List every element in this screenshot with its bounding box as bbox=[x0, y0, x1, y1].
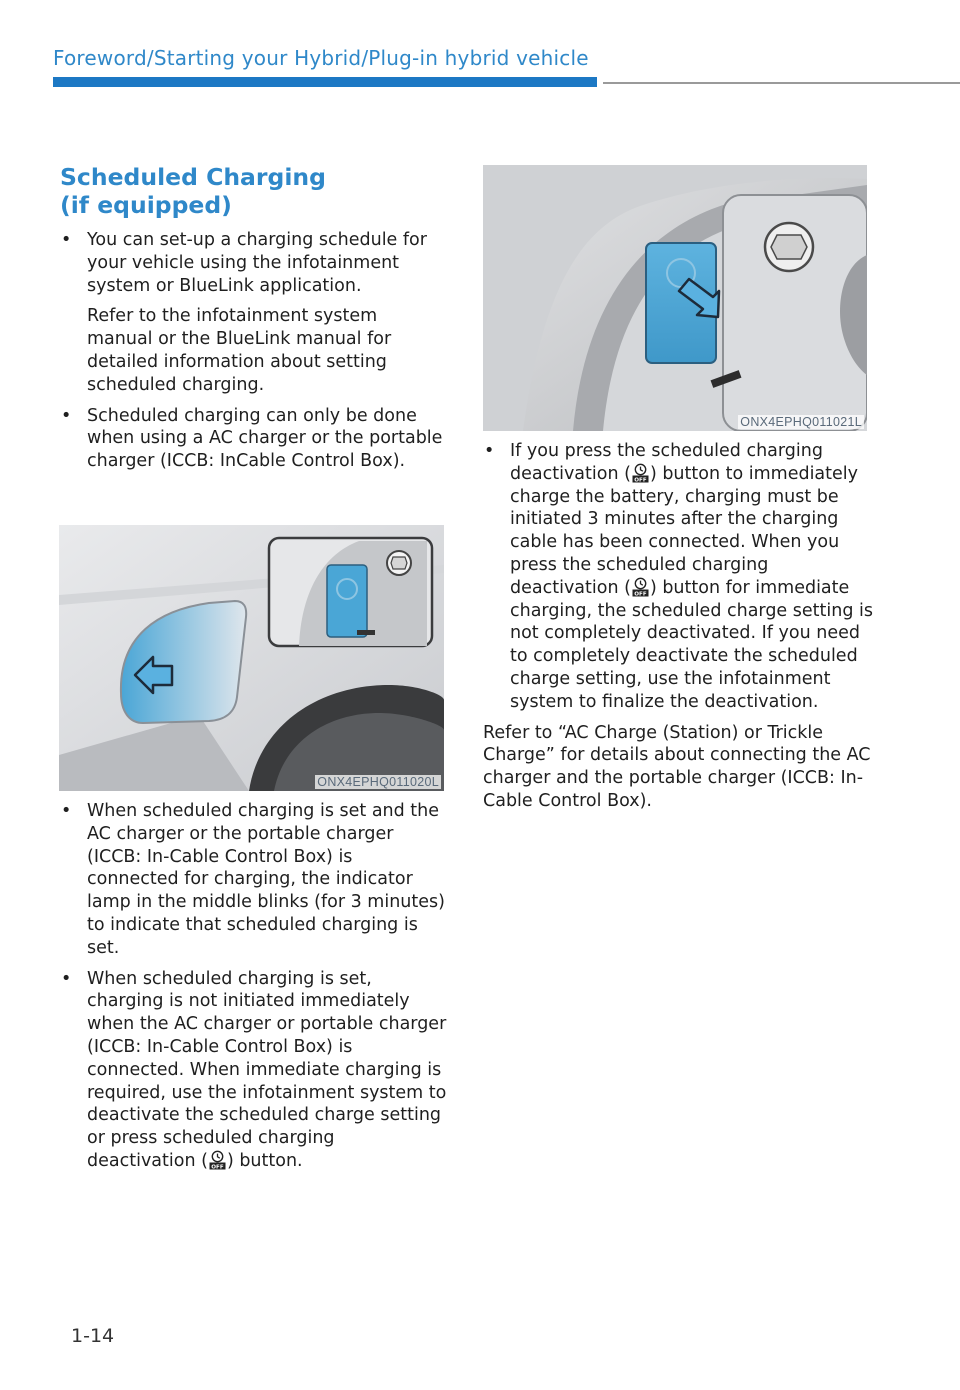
bullet-text: Refer to the infotainment system manual or the BlueLink manual for detailed information about setting scheduled charging. bbox=[87, 306, 392, 395]
figure-code: ONX4EPHQ011021L bbox=[740, 415, 862, 429]
bullet-text: • When scheduled charging is set, charging is not initiated immediately when the AC charger or portable charger (ICCB: In-Cable Control Box) is connected. When immediate charging is required, use the infotainment system to deactivate the scheduled charge setting or press scheduled charging deactivation ( ) button. bbox=[87, 968, 447, 1171]
figure-charging-button bbox=[483, 165, 867, 431]
reference-paragraph: Refer to “AC Charge (Station) or Trickle Charge” for details about connecting the AC charger and the portable charger (ICCB: In-Cable Control Box). bbox=[483, 722, 871, 811]
header-rule bbox=[603, 82, 960, 84]
page-number: 1-14 bbox=[71, 1325, 115, 1347]
bullet-text: • Scheduled charging can only be done when using a AC charger or the portable charger (ICCB: InCable Control Box). bbox=[87, 405, 443, 472]
figure-code: ONX4EPHQ011020L bbox=[317, 775, 439, 789]
bullet-item bbox=[60, 405, 448, 473]
bullet-text: • You can set-up a charging schedule for your vehicle using the infotainment system or BlueLink application. bbox=[87, 230, 427, 296]
bullet-item bbox=[60, 968, 448, 1173]
right-column bbox=[483, 440, 873, 813]
section-title: Scheduled Charging (if equipped) bbox=[60, 163, 326, 219]
bullet-text: • When scheduled charging is set and the AC charger or the portable charger (ICCB: In-Cable Control Box) is connected for charging, the indicator lamp in the middle blinks (for 3 minutes) to indicate that scheduled charging is set. bbox=[87, 801, 445, 958]
schedule-off-icon bbox=[632, 463, 649, 483]
schedule-off-icon bbox=[632, 577, 649, 597]
bullet-item bbox=[483, 440, 873, 714]
header-title: Foreword/Starting your Hybrid/Plug-in hybrid vehicle bbox=[53, 46, 589, 70]
left-column-lower bbox=[60, 800, 448, 1181]
left-column bbox=[60, 163, 448, 481]
header-accent-bar bbox=[53, 77, 597, 87]
charging-door-illustration bbox=[59, 525, 444, 791]
bullet-item bbox=[60, 800, 448, 960]
bullet-text: • If you press the scheduled charging deactivation ( ) button to immediately charge the battery, charging must be initiated 3 minutes after the charging cable has been connected. When you press the scheduled charging deactivation ( ) button for immediate charging, the scheduled charge setting is not completely deactivated. If you need to completely deactivate the scheduled charge setting, use the infotainment system to finalize the deactivation. bbox=[510, 441, 873, 712]
schedule-off-icon bbox=[209, 1150, 226, 1170]
charging-button-illustration bbox=[483, 165, 867, 431]
figure-charging-door bbox=[59, 525, 444, 791]
bullet-item bbox=[60, 229, 448, 397]
